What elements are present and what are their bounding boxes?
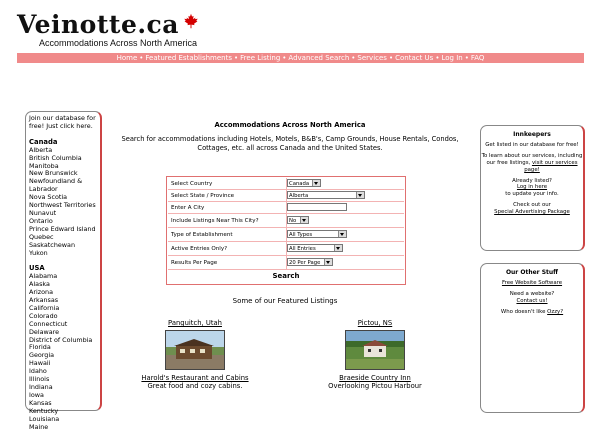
form-row-nearby [168, 214, 404, 228]
sidebar-item-state[interactable]: Louisiana [29, 414, 60, 423]
sidebar-item-state[interactable]: Indiana [29, 383, 53, 391]
nav-login[interactable]: Log In [441, 54, 463, 62]
nearby-select[interactable] [287, 216, 309, 224]
active-label: Active Entries Only? [171, 246, 228, 252]
featured-listing-2 [320, 319, 430, 390]
nav-free-listing[interactable]: Free Listing [240, 54, 281, 62]
nav-separator: • [234, 54, 239, 62]
nav-faq[interactable]: FAQ [470, 54, 485, 62]
listing-name-link[interactable]: Braeside Country Inn [339, 374, 411, 382]
sidebar-item-province[interactable]: British Columbia [29, 153, 82, 162]
site-logo[interactable] [17, 10, 199, 48]
listing-location-link[interactable]: Pictou, NS [357, 319, 393, 327]
sidebar-item-state[interactable]: District of Columbia [29, 335, 93, 344]
sidebar-item-state[interactable]: Kansas [29, 398, 52, 407]
featured-listing-1 [140, 319, 250, 390]
listing-description: Great food and cozy cabins. [147, 382, 243, 390]
intro-text: Search for accommodations including Hotels, Motels, B&B's, Camp Grounds, House Rentals, Condos, Cottages, etc. all across Canada and the United States. [121, 135, 459, 152]
province-label: Select State / Province [171, 193, 235, 199]
active-value: All Entries [289, 246, 316, 252]
join-link[interactable]: Join our database for free! Just click here. [29, 114, 96, 130]
nav-services[interactable]: Services [357, 54, 387, 62]
other-line2: Need a website? [509, 290, 555, 297]
sidebar-item-province[interactable]: Nunavut [29, 208, 57, 217]
sidebar-item-state[interactable]: Iowa [29, 390, 44, 399]
country-label: Select Country [171, 181, 213, 187]
sidebar-item-province[interactable]: Quebec [29, 232, 54, 241]
sidebar-item-state[interactable]: Connecticut [29, 319, 68, 328]
nav-contact[interactable]: Contact Us [395, 54, 434, 62]
logo-subtitle: Accommodations Across North America [39, 38, 198, 48]
sidebar-item-state[interactable]: Georgia [29, 351, 55, 360]
sidebar-item-state[interactable]: Colorado [29, 311, 58, 320]
form-row-country [168, 178, 404, 190]
usa-list [29, 273, 98, 431]
sidebar-item-state[interactable]: Alabama [29, 272, 58, 281]
logo-title: Veinotte.ca [17, 10, 179, 39]
sidebar-item-province[interactable]: New Brunswick [29, 169, 78, 178]
nearby-value: No [289, 218, 297, 224]
sidebar-item-state[interactable]: Arkansas [29, 296, 59, 305]
listing-location-link[interactable]: Panguitch, Utah [168, 319, 222, 327]
sidebar-item-province[interactable]: Ontario [29, 216, 53, 225]
type-value: All Types [289, 232, 313, 238]
sidebar-item-province[interactable]: Newfoundland & Labrador [29, 177, 83, 194]
type-select[interactable] [287, 230, 347, 238]
sidebar-item-province[interactable]: Saskatchewan [29, 240, 76, 249]
listing-description: Overlooking Pictou Harbour [328, 382, 422, 390]
page-title: Accommodations Across North America [214, 121, 366, 129]
nav-separator: • [435, 54, 440, 62]
form-row-type [168, 228, 404, 242]
sidebar-item-province[interactable]: Alberta [29, 145, 53, 154]
innkeepers-line4: Check out our [513, 202, 551, 209]
city-input[interactable] [287, 203, 347, 211]
sidebar-item-state[interactable]: Idaho [29, 367, 47, 376]
sidebar-item-state[interactable]: Maine [29, 422, 49, 431]
other-line3: Who doesn't like [500, 308, 546, 315]
province-select[interactable] [287, 191, 365, 199]
innkeepers-line3-tail: to update your info. [505, 191, 559, 198]
featured-title: Some of our Featured Listings [232, 297, 338, 305]
sidebar-item-state[interactable]: Delaware [29, 327, 60, 336]
form-row-active [168, 242, 404, 256]
innkeepers-line2-block [481, 153, 583, 174]
sidebar-item-state[interactable]: Illinois [29, 375, 50, 384]
nav-separator: • [351, 54, 356, 62]
innkeepers-line4-block [481, 202, 583, 216]
innkeepers-line1: Get listed in our database for free! [485, 141, 579, 148]
dropdown-arrow-icon [334, 245, 342, 251]
listing-photo[interactable] [345, 330, 405, 370]
nav-separator: • [139, 54, 144, 62]
perpage-value: 20 Per Page [289, 260, 321, 266]
sidebar-item-state[interactable]: Hawaii [29, 359, 51, 368]
dropdown-arrow-icon [312, 180, 320, 186]
contact-link[interactable]: Contact us! [516, 297, 548, 304]
province-value: Alberta [289, 193, 309, 199]
canada-header: Canada [29, 137, 58, 146]
nearby-label: Include Listings Near This City? [171, 218, 259, 224]
innkeepers-line3: Already listed? [512, 177, 552, 184]
sidebar-item-province[interactable]: Prince Edward Island [29, 224, 96, 233]
innkeepers-box [480, 125, 585, 251]
sidebar-item-state[interactable]: Arizona [29, 288, 54, 297]
ozzy-link[interactable]: Ozzy? [547, 308, 564, 315]
form-row-city [168, 202, 404, 214]
listing-photo[interactable] [165, 330, 225, 370]
nav-advanced-search[interactable]: Advanced Search [288, 54, 350, 62]
type-label: Type of Establishment [171, 232, 233, 238]
region-sidebar [25, 111, 102, 431]
sidebar-item-province[interactable]: Nova Scotia [29, 193, 68, 202]
maple-leaf-icon [183, 13, 199, 29]
country-value: Canada [289, 181, 310, 187]
advertising-link[interactable]: Special Advertising Package [494, 209, 570, 216]
sidebar-item-state[interactable]: California [29, 303, 60, 312]
search-button[interactable]: Search [272, 272, 300, 280]
innkeepers-header: Innkeepers [513, 131, 551, 138]
country-select[interactable] [287, 179, 321, 187]
dropdown-arrow-icon [300, 217, 308, 223]
nav-separator: • [388, 54, 394, 62]
nav-featured[interactable]: Featured Establishments [145, 54, 232, 62]
main-nav [17, 53, 584, 63]
other-stuff-box [480, 263, 585, 413]
sidebar-item-state[interactable]: Alaska [29, 280, 50, 289]
nav-home[interactable]: Home [116, 54, 138, 62]
innkeepers-line2: To learn about our services, including our free listings, [481, 152, 583, 166]
services-link[interactable]: visit our services page! [524, 159, 578, 173]
sidebar-item-state[interactable]: Kentucky [29, 406, 59, 415]
search-form [166, 176, 406, 285]
main-content [105, 121, 475, 153]
dropdown-arrow-icon [356, 192, 364, 198]
sidebar-item-province[interactable]: Manitoba [29, 161, 59, 170]
active-select[interactable] [287, 244, 343, 252]
perpage-label: Results Per Page [171, 260, 218, 266]
login-link[interactable]: Log in here [516, 184, 548, 191]
sidebar-item-province[interactable]: Yukon [29, 248, 48, 257]
dropdown-arrow-icon [324, 259, 332, 265]
form-row-perpage [168, 256, 404, 270]
software-link[interactable]: Free Website Software [501, 279, 563, 286]
nav-separator: • [464, 54, 469, 62]
sidebar-item-state[interactable]: Florida [29, 343, 51, 352]
innkeepers-line3-block [481, 178, 583, 199]
canada-list [29, 147, 98, 258]
city-label: Enter A City [171, 205, 205, 211]
logo-title-row [17, 10, 199, 39]
dropdown-arrow-icon [338, 231, 346, 237]
other-stuff-header: Our Other Stuff [505, 269, 559, 276]
sidebar-item-province[interactable]: Northwest Territories [29, 201, 96, 210]
perpage-select[interactable] [287, 258, 333, 266]
form-row-province [168, 190, 404, 202]
listing-name-link[interactable]: Harold's Restaurant and Cabins [141, 374, 249, 382]
usa-header: USA [29, 264, 45, 273]
nav-separator: • [282, 54, 287, 62]
